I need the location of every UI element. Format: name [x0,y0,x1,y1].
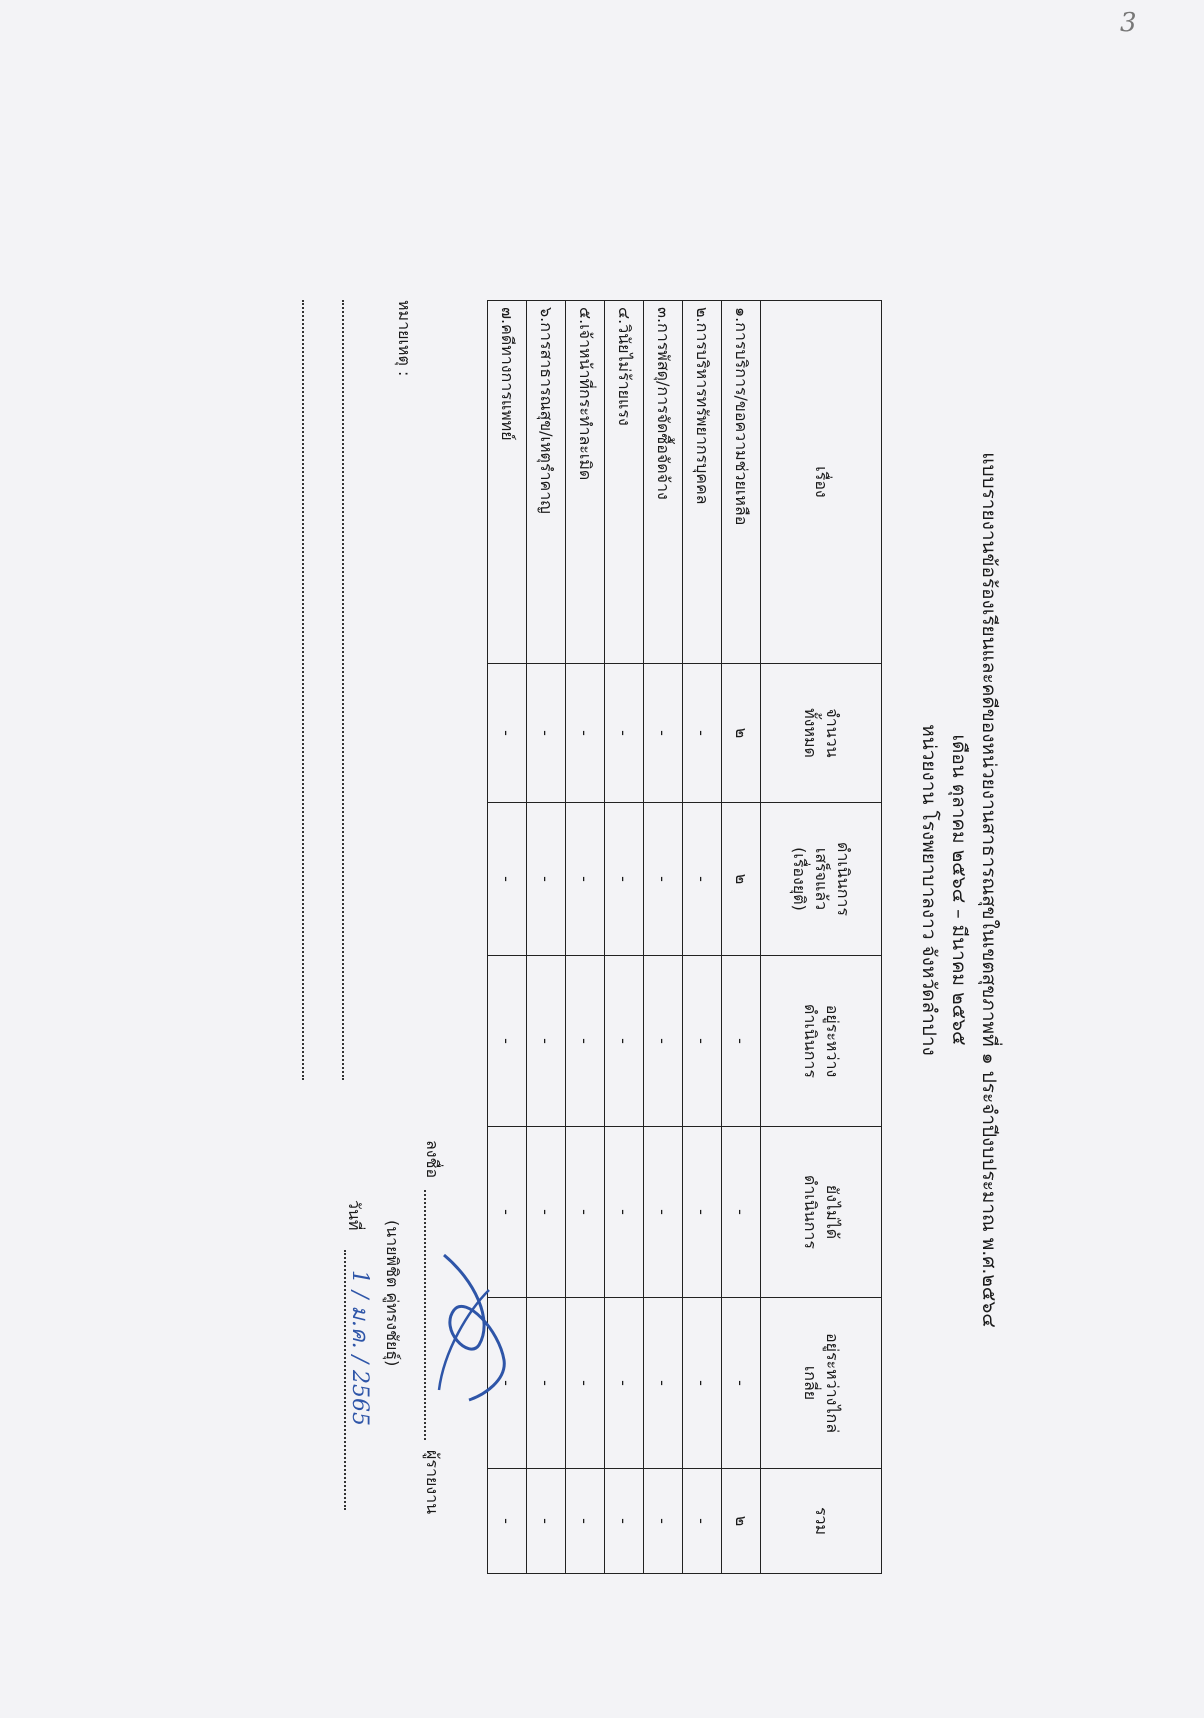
row-not-started: - [527,1127,566,1298]
report-agency: หน่วยงาน โรงพยาบาลงาว จังหวัดลำปาง [918,724,940,1056]
sign-label: ลงชื่อ [423,1140,442,1179]
report-title: แบบรายงานข้อร้องเรียนและคดีของหน่วยงานสาธารณสุขในเขตสุขภาพที่ ๑ ประจำปีงบประมาณ พ.ศ.๒๕๖๔ [978,452,1000,1328]
table-row [527,301,566,1574]
header-total: จำนวน ทั้งหมด [761,664,882,803]
header-sum: รวม [761,1469,882,1574]
row-in-progress: - [527,956,566,1127]
row-topic: ๔.วินัยไม่ร้ายแรง [605,301,644,664]
rotated-report-page [224,180,1004,1600]
date-label: วันที่ [345,1200,364,1231]
row-sum: - [605,1469,644,1574]
complaints-table [487,300,882,1574]
header-topic: เรื่อง [761,301,882,664]
header-done: ดำเนินการ เสร็จแล้ว (เรื่องยุติ) [761,803,882,956]
header-not-started: ยังไม่ได้ ดำเนินการ [761,1127,882,1298]
report-period: เดือน ตุลาคม ๒๕๖๔ – มีนาคม ๒๕๖๕ [948,734,970,1046]
row-total: - [605,664,644,803]
row-topic: ๖.การสาธารณสุข/เหตุรำคาญ [527,301,566,664]
remark-dotted-line [302,300,304,1080]
row-mediation: - [644,1298,683,1469]
header-in-progress: อยู่ระหว่าง ดำเนินการ [761,956,882,1127]
table-row [722,301,761,1574]
row-sum: - [566,1469,605,1574]
row-sum: ๒ [722,1469,761,1574]
row-not-started: - [644,1127,683,1298]
row-total: - [566,664,605,803]
page-number: 3 [1120,8,1137,38]
row-total: - [527,664,566,803]
row-not-started: - [566,1127,605,1298]
table-row [605,301,644,1574]
handwritten-date: 1 / ม.ค. / 2565 [347,1270,372,1426]
row-done: - [605,803,644,956]
row-in-progress: - [566,956,605,1127]
row-sum: - [683,1469,722,1574]
row-not-started: - [488,1127,527,1298]
row-not-started: - [605,1127,644,1298]
row-sum: - [527,1469,566,1574]
row-done: ๒ [722,803,761,956]
row-in-progress: - [644,956,683,1127]
row-done: - [644,803,683,956]
row-done: - [488,803,527,956]
report-header [914,180,1004,1600]
row-total: - [488,664,527,803]
signer-name: (นายพิชิต คู่ทรงชัยธุ์) [383,1220,402,1367]
remark-label: หมายเหตุ : [395,300,414,377]
table-row [566,301,605,1574]
row-mediation: - [683,1298,722,1469]
row-sum: - [644,1469,683,1574]
row-done: - [527,803,566,956]
row-not-started: - [722,1127,761,1298]
row-in-progress: - [683,956,722,1127]
row-mediation: - [566,1298,605,1469]
row-sum: - [488,1469,527,1574]
row-mediation: - [722,1298,761,1469]
reporter-label: ผู้รายงาน [423,1450,442,1515]
signature-dotted-line [424,1190,426,1440]
table-row [644,301,683,1574]
row-topic: ๒.การบริหารทรัพยากรบุคคล [683,301,722,664]
row-in-progress: - [488,956,527,1127]
row-total: ๒ [722,664,761,803]
row-topic: ๕.เจ้าหน้าที่กระทำละเมิด [566,301,605,664]
row-in-progress: - [722,956,761,1127]
row-mediation: - [488,1298,527,1469]
row-done: - [566,803,605,956]
row-mediation: - [605,1298,644,1469]
row-done: - [683,803,722,956]
row-topic: ๑.การบริการ/ขอความช่วยเหลือ [722,301,761,664]
row-topic: ๗.คดีทางการแพทย์ [488,301,527,664]
row-mediation: - [527,1298,566,1469]
handwritten-signature [414,1250,514,1410]
row-not-started: - [683,1127,722,1298]
row-total: - [644,664,683,803]
table-header-row [761,301,882,1574]
remark-dotted-line [342,300,344,1080]
header-mediation: อยู่ระหว่างไกล่ เกลี่ย [761,1298,882,1469]
table-row [683,301,722,1574]
row-in-progress: - [605,956,644,1127]
row-total: - [683,664,722,803]
row-topic: ๓.การพัสดุ/การจัดซื้อจัดจ้าง [644,301,683,664]
